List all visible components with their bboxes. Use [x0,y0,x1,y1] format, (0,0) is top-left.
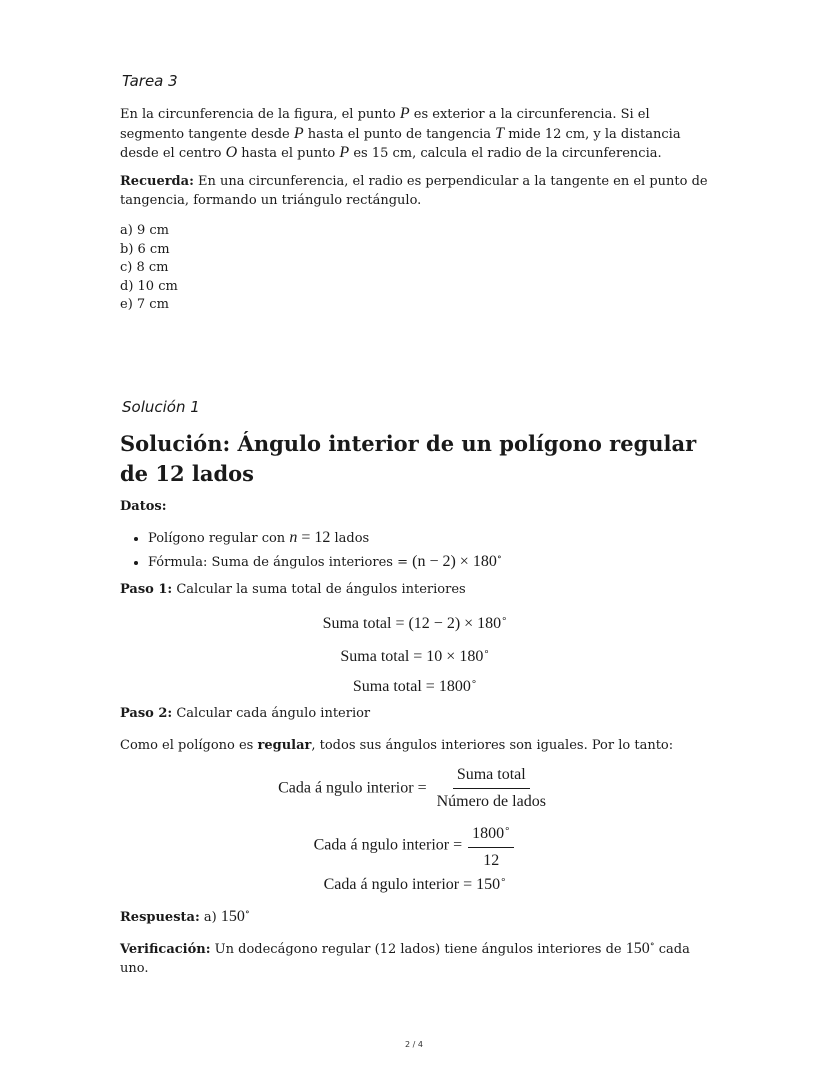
equation-2: Suma total = 10 × 180∘ [340,647,490,665]
equation-3: Suma total = 1800∘ [352,677,478,695]
datos-list [120,529,710,572]
list-item: • Polígono regular con n = 12 lados [148,529,710,549]
list-item: • Fórmula: Suma de ángulos interiores = (n − 2) × 180∘ [148,549,710,573]
option-a: a) 9 cm [120,223,169,238]
paso1: Paso 1: Calcular la suma total de ángulos interiores [120,582,466,597]
equation-1: Suma total = (12 − 2) × 180∘ [322,614,508,632]
datos-label: Datos: [120,499,167,514]
answer-options [120,222,178,315]
task-heading: Tarea 3 [122,72,178,90]
paso2: Paso 2: Calcular cada ángulo interior [120,706,371,721]
option-e: e) 7 cm [120,297,169,312]
verificacion: Verificación: Un dodecágono regular (12 lados) tiene ángulos interiores de 150∘ cada uno. [120,939,690,976]
respuesta: Respuesta: a) 150∘ [120,907,250,925]
equation-5: Cada á ngulo interior = $\frac{1800^\circ}{12}$ [120,820,710,871]
solution-heading: Solución 1 [122,398,200,416]
fraction: $\frac{\text{Suma total}}{\text{Número de lados}}$ [436,766,546,810]
task-statement: En la circunferencia de la figura, el punto P es exterior a la circunferencia. Si el segmento tangente desde P hasta el punto de tangencia T mide 12 cm, y la distancia desde el centro O hasta el punto P es 15 cm, calcula el radio de la circunferencia. [120,105,681,161]
equation-4: Cada á ngulo interior = $\frac{\text{Suma total}}{\text{Número de lados}}$ [120,765,710,812]
option-d: d) 10 cm [120,278,178,294]
fraction: $\frac{1800^\circ}{12}$ [468,820,514,871]
option-b: b) 6 cm [120,241,170,257]
option-c: c) 8 cm [120,260,169,275]
equation-6: Cada á ngulo interior = 150∘ [323,875,507,893]
recuerda-note: Recuerda: En una circunferencia, el radio es perpendicular a la tangente en el punto de tangencia, formando un triángulo rectángulo. [120,174,708,208]
regular-statement: Como el polígono es regular, todos sus ángulos interiores son iguales. Por lo tanto: [120,738,674,753]
page-number: 2 / 4 [405,1040,423,1049]
solution-title: Solución: Ángulo interior de un polígono regular de 12 lados [120,431,697,486]
